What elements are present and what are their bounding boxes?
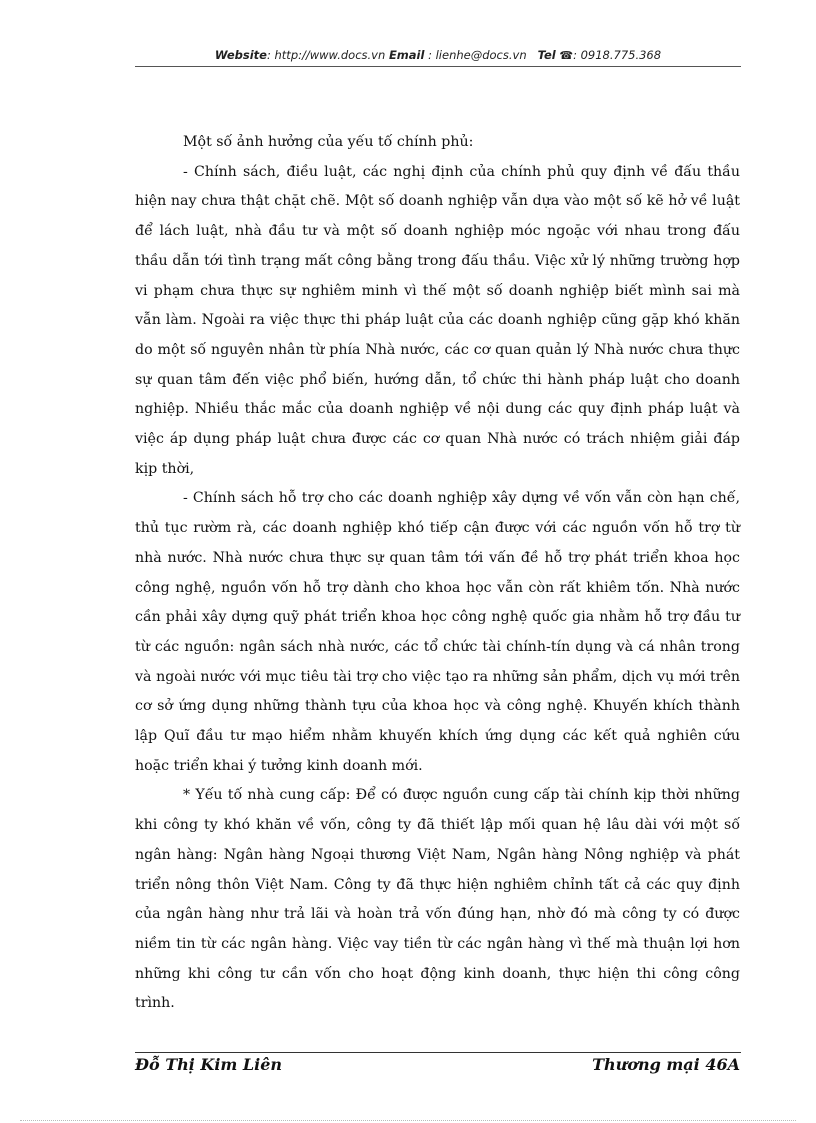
page-bottom-border	[20, 1120, 796, 1121]
email-label: Email	[388, 48, 425, 62]
phone-icon: ☎	[559, 49, 574, 62]
paragraph-intro: Một số ảnh hưởng của yếu tố chính phủ:	[183, 134, 474, 150]
header-divider	[135, 66, 741, 67]
page-header	[135, 48, 741, 62]
tel-label: Tel	[537, 48, 556, 62]
tel-value: : 0918.775.368	[573, 48, 662, 62]
paragraph-supplier-factor: * Yếu tố nhà cung cấp: Để có được nguồn cung cấp tài chính kịp thời những khi công ty khó khăn về vốn, công ty đã thiết lập mối quan hệ lâu dài với một số ngân hàng: Ngân hàng Ngoại thương Việt Nam, Ngân hàng Nông nghiệp và phát triển nông thôn Việt Nam. Công ty đã thực hiện nghiêm chỉnh tất cả các quy định của ngân hàng như trả lãi và hoàn trả vốn đúng hạn, nhờ đó mà công ty có được niềm tin từ các ngân hàng. Việc vay tiền từ các ngân hàng vì thế mà thuận lợi hơn những khi công tư cần vốn cho hoạt động kinh doanh, thực hiện thi công công trình.	[135, 787, 740, 1012]
email-value: : lienhe@docs.vn	[424, 48, 527, 62]
website-label: Website	[214, 48, 267, 62]
footer-divider	[135, 1052, 741, 1053]
document-body	[135, 128, 740, 1019]
footer-author: Đỗ Thị Kim Liên	[135, 1055, 283, 1074]
paragraph-policy-bidding: - Chính sách, điều luật, các nghị định của chính phủ quy định về đấu thầu hiện nay chưa thật chặt chẽ. Một số doanh nghiệp vẫn dựa vào một số kẽ hở về luật để lách luật, nhà đầu tư và một số doanh nghiệp móc ngoặc với nhau trong đấu thầu dẫn tới tình trạng mất công bằng trong đấu thầu. Việc xử lý những trường hợp vi phạm chưa thực sự nghiêm minh vì thế một số doanh nghiệp biết mình sai mà vẫn làm. Ngoài ra việc thực thi pháp luật của các doanh nghiệp cũng gặp khó khăn do một số nguyên nhân từ phía Nhà nước, các cơ quan quản lý Nhà nước chưa thực sự quan tâm đến việc phổ biến, hướng dẫn, tổ chức thi hành pháp luật cho doanh nghiệp. Nhiều thắc mắc của doanh nghiệp về nội dung các quy định pháp luật và việc áp dụng pháp luật chưa được các cơ quan Nhà nước có trách nhiệm giải đáp kịp thời,	[135, 163, 740, 477]
footer-class: Thương mại 46A	[592, 1055, 740, 1074]
paragraph-policy-support: - Chính sách hỗ trợ cho các doanh nghiệp xây dựng về vốn vẫn còn hạn chế, thủ tục rườm rà, các doanh nghiệp khó tiếp cận được với các nguồn vốn hỗ trợ từ nhà nước. Nhà nước chưa thực sự quan tâm tới vấn đề hỗ trợ phát triển khoa học công nghệ, nguồn vốn hỗ trợ dành cho khoa học vẫn còn rất khiêm tốn. Nhà nước cần phải xây dựng quỹ phát triển khoa học công nghệ quốc gia nhằm hỗ trợ đầu tư từ các nguồn: ngân sách nhà nước, các tổ chức tài chính-tín dụng và cá nhân trong và ngoài nước với mục tiêu tài trợ cho việc tạo ra những sản phẩm, dịch vụ mới trên cơ sở ứng dụng những thành tựu của khoa học và công nghệ. Khuyến khích thành lập Quĩ đầu tư mạo hiểm nhằm khuyến khích ứng dụng các kết quả nghiên cứu hoặc triển khai ý tưởng kinh doanh mới.	[135, 490, 740, 774]
website-value: : http://www.docs.vn	[266, 48, 386, 62]
